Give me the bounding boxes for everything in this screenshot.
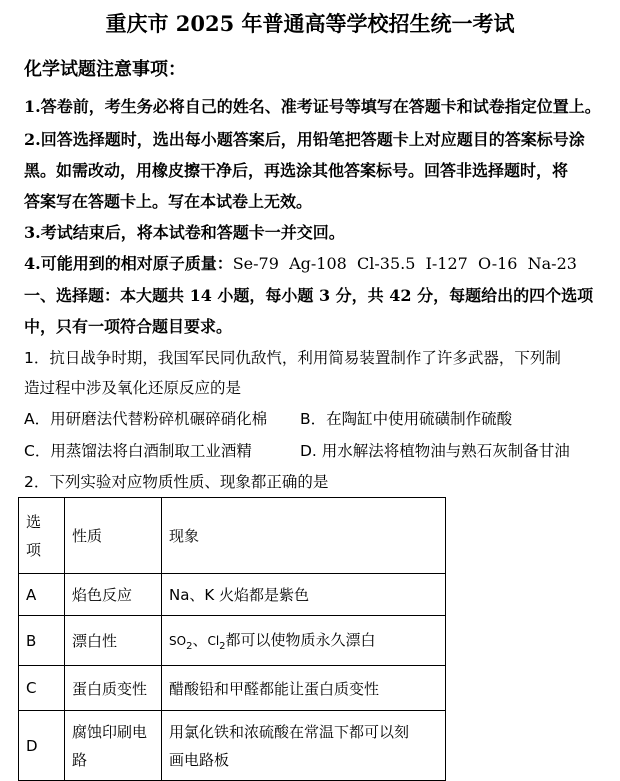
section-intro-line-2: 中，只有一项符合题目要求。 <box>24 317 233 336</box>
header-phenomenon-cell: 现象 <box>162 498 446 574</box>
row-b-property: 漂白性 <box>65 616 162 666</box>
row-d-property: 腐蚀印刷电 路 <box>65 711 162 781</box>
question-2-table <box>18 497 446 781</box>
row-c-property: 蛋白质变性 <box>65 666 162 711</box>
atomic-masses: Se-79 Ag-108 Cl-35.5 I-127 O-16 Na-23 <box>232 254 577 273</box>
notice-item-4-label: 4.可能用到的相对原子质量： <box>24 254 233 273</box>
table-row <box>19 711 446 781</box>
row-d-phenomenon: 用氯化铁和浓硫酸在常温下都可以刻 画电路板 <box>162 711 446 781</box>
table-row <box>19 666 446 711</box>
question-1-option-b: B．在陶缸中使用硫磺制作硫酸 <box>300 410 513 428</box>
row-a-phenomenon: Na、K 火焰都是紫色 <box>162 574 446 616</box>
question-2-stem: 2．下列实验对应物质性质、现象都正确的是 <box>24 473 329 491</box>
notice-item-2-line-3: 答案写在答题卡上。写在本试卷上无效。 <box>24 192 313 211</box>
header-option-cell: 选 项 <box>19 498 65 574</box>
table-header-row <box>19 498 446 574</box>
header-property-cell: 性质 <box>65 498 162 574</box>
row-a-option: A <box>19 574 65 616</box>
section-intro-line-1: 一、选择题：本大题共 14 小题，每小题 3 分，共 42 分，每题给出的四个选项 <box>24 286 594 305</box>
question-1-option-c: C．用蒸馏法将白酒制取工业酒精 <box>24 442 252 460</box>
row-b-option: B <box>19 616 65 666</box>
exam-title: 重庆市 2025 年普通高等学校招生统一考试 <box>105 11 515 36</box>
table-row <box>19 574 446 616</box>
notice-item-4 <box>24 254 577 274</box>
question-1-stem-line-1: 1．抗日战争时期，我国军民同仇敌忾，利用简易装置制作了许多武器，下列制 <box>24 349 561 367</box>
notice-item-1: 1.答卷前，考生务必将自己的姓名、准考证号等填写在答题卡和试卷指定位置上。 <box>24 97 601 116</box>
row-a-property: 焰色反应 <box>65 574 162 616</box>
question-1-stem-line-2: 造过程中涉及氧化还原反应的是 <box>24 379 242 397</box>
row-b-phenomenon: $SO_2$、$Cl_2$都可以使物质永久漂白 <box>162 616 446 666</box>
row-c-phenomenon: 醋酸铅和甲醛都能让蛋白质变性 <box>162 666 446 711</box>
notice-heading: 化学试题注意事项： <box>24 59 186 80</box>
row-d-option: D <box>19 711 65 781</box>
row-c-option: C <box>19 666 65 711</box>
notice-item-2-line-2: 黑。如需改动，用橡皮擦干净后，再选涂其他答案标号。回答非选择题时，将 <box>24 161 569 180</box>
question-1-option-a: A．用研磨法代替粉碎机碾碎硝化棉 <box>24 410 268 428</box>
question-1-option-d: D. 用水解法将植物油与熟石灰制备甘油 <box>300 442 570 460</box>
notice-item-2-line-1: 2.回答选择题时，选出每小题答案后，用铅笔把答题卡上对应题目的答案标号涂 <box>24 130 585 149</box>
table-row <box>19 616 446 666</box>
notice-item-3: 3.考试结束后，将本试卷和答题卡一并交回。 <box>24 223 345 242</box>
